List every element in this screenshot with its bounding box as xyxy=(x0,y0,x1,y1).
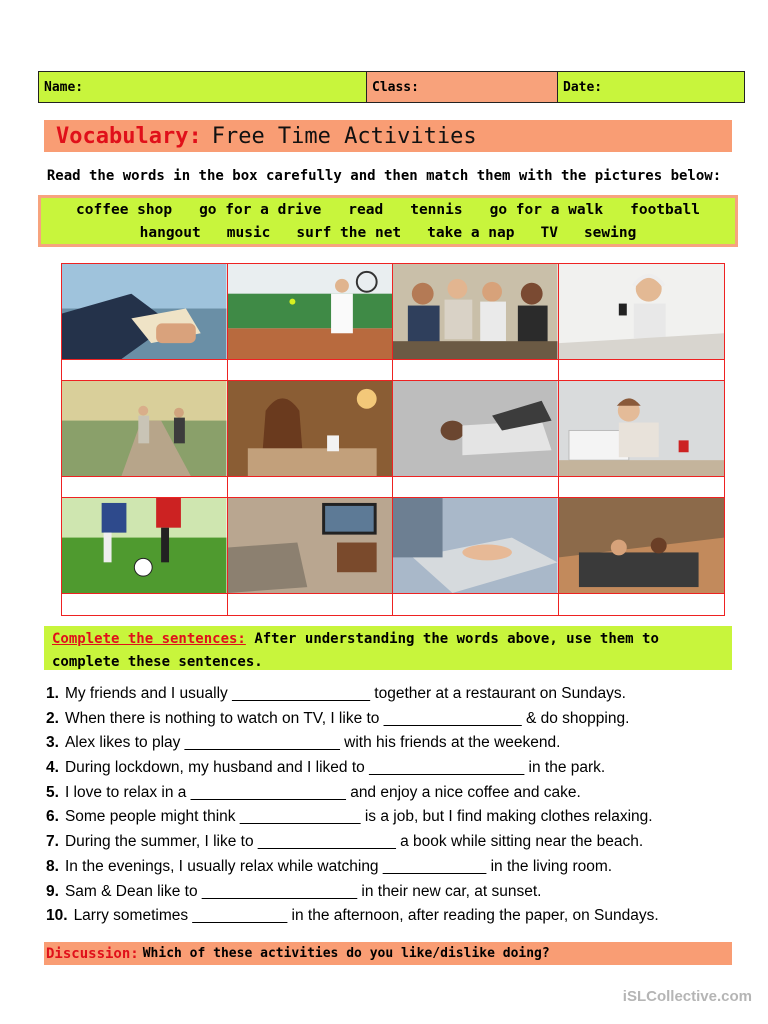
name-field[interactable] xyxy=(39,72,367,102)
sentence-text: I love to relax in a __________________ and enjoy a nice coffee and cake. xyxy=(64,783,581,801)
sentence-number: 9. xyxy=(46,882,59,900)
name-label: Name: xyxy=(44,79,84,95)
sentence-number: 2. xyxy=(46,709,59,727)
sentence-item[interactable] xyxy=(46,685,746,710)
sentence-item[interactable] xyxy=(46,833,746,858)
walking-couple-photo xyxy=(62,381,228,477)
sentence-item[interactable] xyxy=(46,883,746,908)
sentence-item[interactable] xyxy=(46,808,746,833)
sentence-number: 7. xyxy=(46,833,59,851)
sentence-item[interactable] xyxy=(46,734,746,759)
title-text: Free Time Activities xyxy=(211,123,477,149)
word-item: sewing xyxy=(583,225,637,241)
header-table xyxy=(38,71,745,103)
word-item: tennis xyxy=(410,202,463,218)
word-item: coffee shop xyxy=(76,202,173,218)
sentence-item[interactable] xyxy=(46,784,746,809)
sentence-number: 4. xyxy=(46,759,59,777)
sentence-item[interactable] xyxy=(46,759,746,784)
sentence-text: Sam & Dean like to __________________ in their new car, at sunset. xyxy=(64,882,542,900)
answer-box[interactable] xyxy=(559,360,725,381)
title-label: Vocabulary: xyxy=(56,123,202,149)
sentence-text: Some people might think ______________ is a job, but I find making clothes relaxing. xyxy=(64,808,653,826)
word-item: football xyxy=(630,202,700,218)
answer-box[interactable] xyxy=(62,594,228,615)
answer-box[interactable] xyxy=(393,477,559,498)
word-item: take a nap xyxy=(427,225,515,241)
football-players-photo xyxy=(62,498,228,594)
picture-grid xyxy=(61,263,725,616)
sentence-text: My friends and I usually ________________ together at a restaurant on Sundays. xyxy=(64,685,626,702)
date-label: Date: xyxy=(563,79,603,95)
sentence-number: 5. xyxy=(46,783,59,801)
answer-box[interactable] xyxy=(393,360,559,381)
sentence-item[interactable] xyxy=(46,907,746,932)
discussion-bar xyxy=(44,942,732,965)
sentence-text: When there is nothing to watch on TV, I like to ________________ & do shopping. xyxy=(64,709,630,727)
listening-music-photo xyxy=(559,264,725,360)
word-row-1 xyxy=(41,202,735,218)
sentence-number: 3. xyxy=(46,734,59,752)
reading-book-photo xyxy=(62,264,228,360)
coffee-shop-photo xyxy=(228,381,394,477)
instruction-text: Read the words in the box carefully and then match them with the pictures below: xyxy=(46,168,722,184)
sentence-text: In the evenings, I usually relax while watching ____________ in the living room. xyxy=(64,857,613,875)
sentence-text: During lockdown, my husband and I liked to __________________ in the park. xyxy=(64,759,606,777)
sentence-number: 6. xyxy=(46,808,59,826)
answer-box[interactable] xyxy=(393,594,559,615)
car-drive-photo xyxy=(559,498,725,594)
sentence-text: During the summer, I like to ________________ a book while sitting near the beach. xyxy=(64,833,644,851)
discussion-text: Which of these activities do you like/dislike doing? xyxy=(142,946,550,961)
word-item: TV xyxy=(540,225,558,241)
answer-box[interactable] xyxy=(228,360,394,381)
sentence-number: 1. xyxy=(46,685,59,702)
word-item: hangout xyxy=(139,225,201,241)
word-item: music xyxy=(226,225,271,241)
word-item: go for a drive xyxy=(199,202,322,218)
sentence-number: 8. xyxy=(46,857,59,875)
watermark: iSLCollective.com xyxy=(622,988,752,1005)
page-title xyxy=(44,120,732,152)
complete-line-2: complete these sentences. xyxy=(52,654,263,670)
complete-label: Complete the sentences: xyxy=(52,631,246,647)
tennis-player-photo xyxy=(228,264,394,360)
word-row-2 xyxy=(41,225,735,241)
friends-hangout-photo xyxy=(393,264,559,360)
class-label: Class: xyxy=(372,79,419,95)
sentence-text: Larry sometimes ___________ in the afternoon, after reading the paper, on Sundays. xyxy=(73,907,659,925)
sentence-number: 10. xyxy=(46,907,68,925)
answer-box[interactable] xyxy=(228,594,394,615)
sentence-list xyxy=(46,685,746,932)
answer-box[interactable] xyxy=(62,360,228,381)
sewing-machine-photo xyxy=(559,381,725,477)
sentence-item[interactable] xyxy=(46,858,746,883)
date-field[interactable] xyxy=(558,72,744,102)
sentence-item[interactable] xyxy=(46,710,746,735)
answer-box[interactable] xyxy=(559,594,725,615)
laptop-typing-photo xyxy=(393,498,559,594)
complete-line-1: After understanding the words above, use them to xyxy=(254,631,659,647)
answer-box[interactable] xyxy=(62,477,228,498)
answer-box[interactable] xyxy=(559,477,725,498)
discussion-label: Discussion: xyxy=(46,945,139,962)
class-field[interactable] xyxy=(367,72,558,102)
word-item: read xyxy=(348,202,384,218)
sentence-text: Alex likes to play __________________ with his friends at the weekend. xyxy=(64,734,561,752)
napping-man-photo xyxy=(393,381,559,477)
watching-tv-photo xyxy=(228,498,394,594)
answer-box[interactable] xyxy=(228,477,394,498)
word-box xyxy=(38,195,738,247)
complete-sentences-heading xyxy=(44,626,732,670)
word-item: go for a walk xyxy=(489,202,604,218)
word-item: surf the net xyxy=(296,225,402,241)
